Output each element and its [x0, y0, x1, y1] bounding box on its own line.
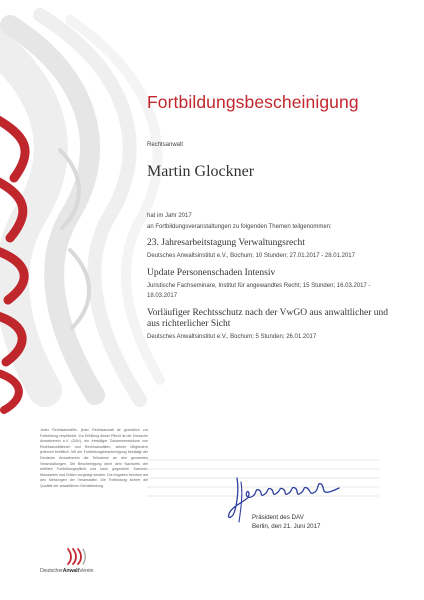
recipient-name: Martin Glockner	[147, 163, 255, 180]
course-item	[147, 238, 397, 261]
intro-text	[147, 211, 332, 233]
dav-logo-wordmark	[40, 568, 93, 574]
place-and-date: Berlin, den 21. Juni 2017	[252, 523, 321, 530]
intro-line-topics: an Fortbildungsveranstaltungen zu folgenden Themen teilgenommen:	[147, 224, 332, 230]
handwritten-signature	[225, 470, 345, 530]
dav-logo	[40, 546, 120, 580]
course-title: Update Personenschaden Intensiv	[147, 268, 276, 278]
logo-word-anwalt: Anwalt	[62, 568, 80, 574]
certificate-title: Fortbildungsbescheinigung	[147, 92, 359, 112]
signatory-title: Präsident des DAV	[252, 514, 304, 521]
course-detail: Deutsches Anwaltsinstitut e.V., Bochum; 5 Stunden; 26.01.2017	[147, 334, 317, 340]
logo-word-verein: Verein	[79, 568, 94, 574]
course-title: Vorläufiger Rechtsschutz nach der VwGO aus anwaltlicher und aus richterlicher Sicht	[147, 308, 389, 329]
intro-line-year: hat im Jahr 2017	[147, 213, 192, 219]
dav-logo-mark-icon	[66, 546, 88, 566]
course-detail: Juristische Fachseminare, Institut für angewandtes Recht; 15 Stunden; 16.03.2017 - 18.03.2017	[147, 283, 371, 299]
recipient-role: Rechtsanwalt	[147, 142, 184, 148]
legal-smallprint: Jeder Rechtsanwältin, jeder Rechtsanwalt ist gesetzlich zur Fortbildung verpflichtet. Zur Erfüllung dieser Pflicht ist der Deutsche Anwaltverein e.V. (DAV), ein freiwilliger Zusammenschluss von Rechtsanwältinnen und Rechtsanwälten, seinen Mitgliedern jederzeit behilflich. Mit der Fortbildungsbescheinigung bestätigt der Deutsche Anwaltverein die Teilnahme an den genannten Veranstaltungen. Die Bescheinigung dient dem Nachweis der erfüllten Fortbildungspflicht und kann gegenüber Kammer, Mandanten und Dritten vorgelegt werden. Die Angaben beruhen auf den Meldungen der Veranstalter. Die Fortbildung sichert die Qualität der anwaltlichen Dienstleistung.	[40, 428, 148, 488]
logo-word-deutscher: Deutscher	[40, 568, 63, 574]
course-item	[147, 268, 397, 301]
course-title: 23. Jahresarbeitstagung Verwaltungsrecht	[147, 238, 305, 248]
course-detail: Deutsches Anwaltsinstitut e.V., Bochum; 10 Stunden; 27.01.2017 - 28.01.2017	[147, 253, 355, 259]
course-item	[147, 308, 397, 342]
course-list	[147, 238, 397, 349]
